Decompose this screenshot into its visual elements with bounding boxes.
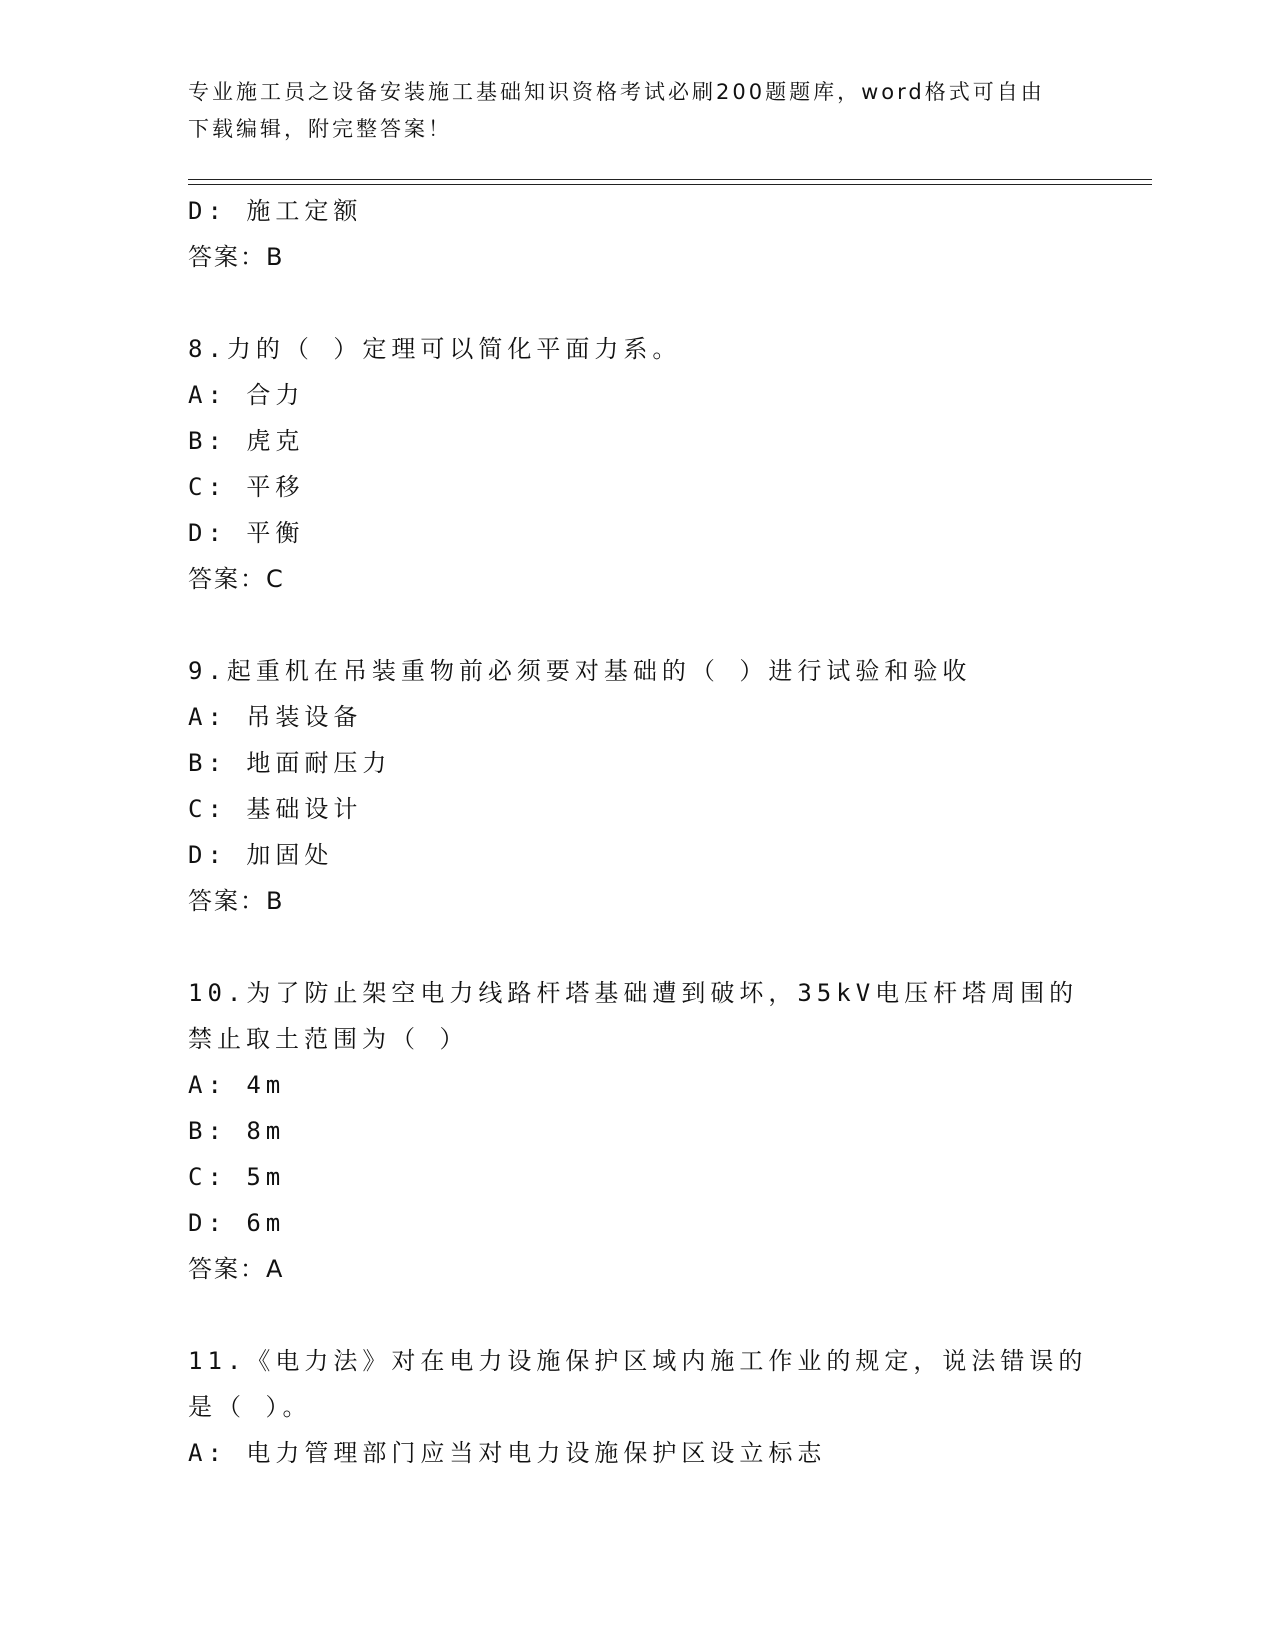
carryover-answer: 答案：B (188, 243, 285, 271)
option-d: D: 平衡 (188, 519, 305, 547)
answer: 答案：B (188, 887, 285, 915)
spacer (188, 280, 1108, 326)
question-stem: 9.起重机在吊装重物前必须要对基础的（ ）进行试验和验收 (188, 657, 972, 685)
question-8 (188, 326, 1108, 602)
option-b: B: 8m (188, 1117, 286, 1145)
option-b: B: 地面耐压力 (188, 749, 392, 777)
option-a: A: 吊装设备 (188, 703, 363, 731)
option-a: A: 电力管理部门应当对电力设施保护区设立标志 (188, 1439, 827, 1467)
question-9 (188, 648, 1108, 924)
spacer (188, 924, 1108, 970)
carryover-option-d: D: 施工定额 (188, 197, 363, 225)
question-content (188, 188, 1108, 1476)
option-a: A: 合力 (188, 381, 305, 409)
question-10 (188, 970, 1108, 1292)
question-11 (188, 1338, 1108, 1476)
answer: 答案：A (188, 1255, 285, 1283)
option-d: D: 6m (188, 1209, 286, 1237)
option-c: C: 平移 (188, 473, 305, 501)
answer: 答案：C (188, 565, 285, 593)
spacer (188, 602, 1108, 648)
option-d: D: 加固处 (188, 841, 334, 869)
question-stem: 11.《电力法》对在电力设施保护区域内施工作业的规定，说法错误的是（ ）。 (188, 1347, 1088, 1421)
spacer (188, 1292, 1108, 1338)
option-b: B: 虎克 (188, 427, 305, 455)
option-a: A: 4m (188, 1071, 286, 1099)
header-divider-top (188, 179, 1152, 180)
question-stem: 10.为了防止架空电力线路杆塔基础遭到破坏，35kV电压杆塔周围的禁止取土范围为（ ） (188, 979, 1079, 1053)
option-c: C: 5m (188, 1163, 286, 1191)
option-c: C: 基础设计 (188, 795, 363, 823)
header-divider-bottom (188, 184, 1152, 185)
question-stem: 8.力的（ ）定理可以简化平面力系。 (188, 335, 682, 363)
document-header: 专业施工员之设备安装施工基础知识资格考试必刷200题题库，word格式可自由下载编辑，附完整答案！ (188, 80, 1045, 141)
